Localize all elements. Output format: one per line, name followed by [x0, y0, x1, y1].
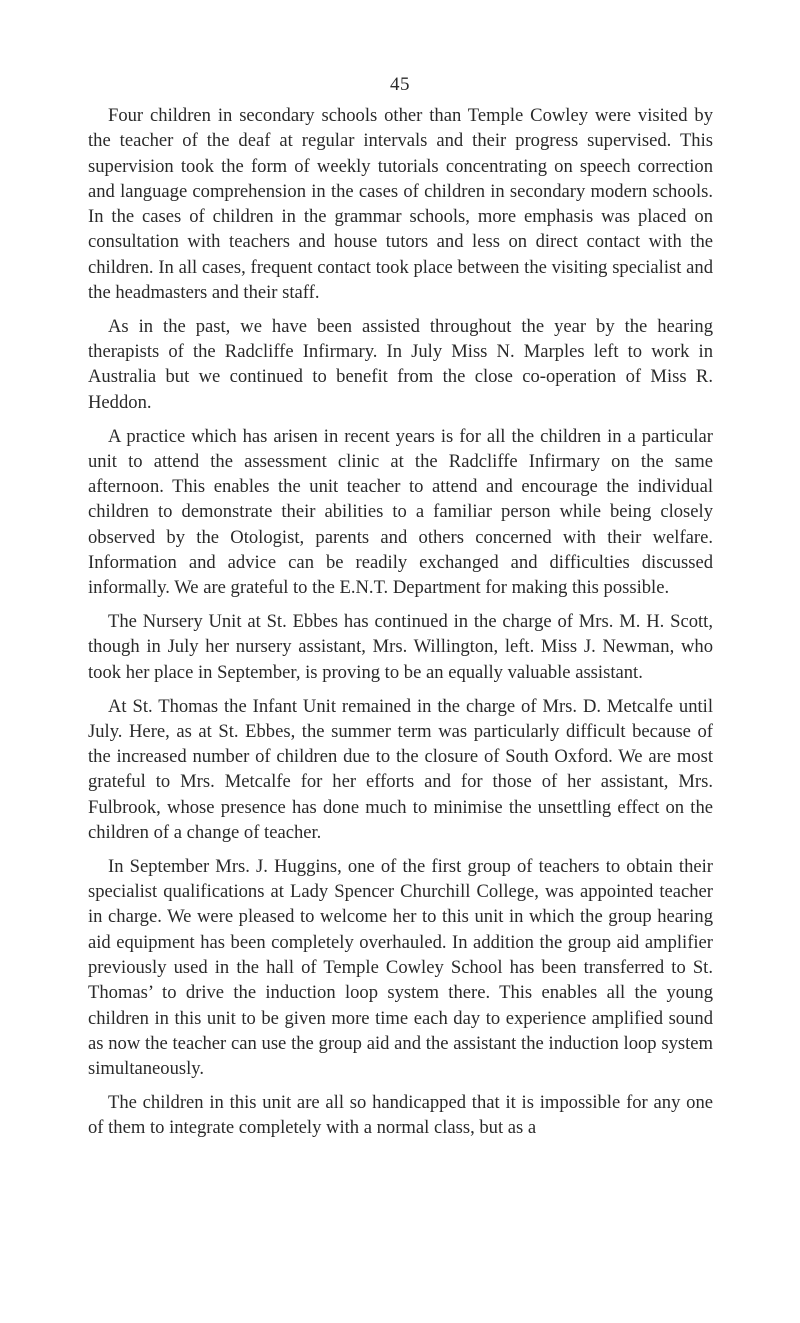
- paragraph: Four children in secondary schools other than Temple Cowley were visited by the teacher of the deaf at regular intervals and their progress supervised. This supervision took the form of weekly tutorials concentrating on speech correction and language comprehension in the cases of children in secondary modern schools. In the cases of children in the grammar schools, more emphasis was placed on consultation with teachers and house tutors and less on direct contact with the children. In all cases, frequent contact took place between the visiting specialist and the headmasters and their staff.: [88, 105, 713, 304]
- paragraph: In September Mrs. J. Huggins, one of the first group of teachers to obtain their specialist qualifications at Lady Spencer Churchill College, was appointed teacher in charge. We were pleased to welcome her to this unit in which the group hearing aid equipment has been completely overhauled. In addition the group aid amplifier previously used in the hall of Temple Cowley School has been transferred to St. Thomas’ to drive the induction loop system there. This enables all the young children in this unit to be given more time each day to experience amplified sound as now the teacher can use the group aid and the assistant the induction loop system simultaneously.: [88, 855, 713, 1080]
- paragraph: The Nursery Unit at St. Ebbes has continued in the charge of Mrs. M. H. Scott, though in July her nursery assistant, Mrs. Willington, left. Miss J. Newman, who took her place in September, is proving to be an equally valuable assistant.: [88, 611, 713, 683]
- paragraph: A practice which has arisen in recent years is for all the children in a particular unit to attend the assessment clinic at the Radcliffe Infirmary on the same afternoon. This enables the unit teacher to attend and encourage the individual children to demonstrate their abilities to a familiar person while being closely observed by the Otologist, parents and others concerned with their welfare. Information and advice can be readily exchanged and difficulties discussed informally. We are grateful to the E.N.T. Department for making this possible.: [88, 425, 713, 599]
- paragraph: At St. Thomas the Infant Unit remained in the charge of Mrs. D. Metcalfe until July. Here, as at St. Ebbes, the summer term was particularly difficult because of the increased number of children due to the closure of South Oxford. We are most grateful to Mrs. Metcalfe for her efforts and for those of her assistant, Mrs. Fulbrook, whose presence has done much to minimise the unsettling effect on the children of a change of teacher.: [88, 695, 713, 844]
- page-number: 45: [390, 74, 410, 95]
- paragraph: The children in this unit are all so handicapped that it is impossible for any one of them to integrate completely with a normal class, but as a: [88, 1091, 713, 1139]
- body-text: [88, 103, 713, 1149]
- paragraph: As in the past, we have been assisted throughout the year by the hearing therapists of the Radcliffe Infirmary. In July Miss N. Marples left to work in Australia but we continued to benefit from the close co-operation of Miss R. Heddon.: [88, 315, 713, 413]
